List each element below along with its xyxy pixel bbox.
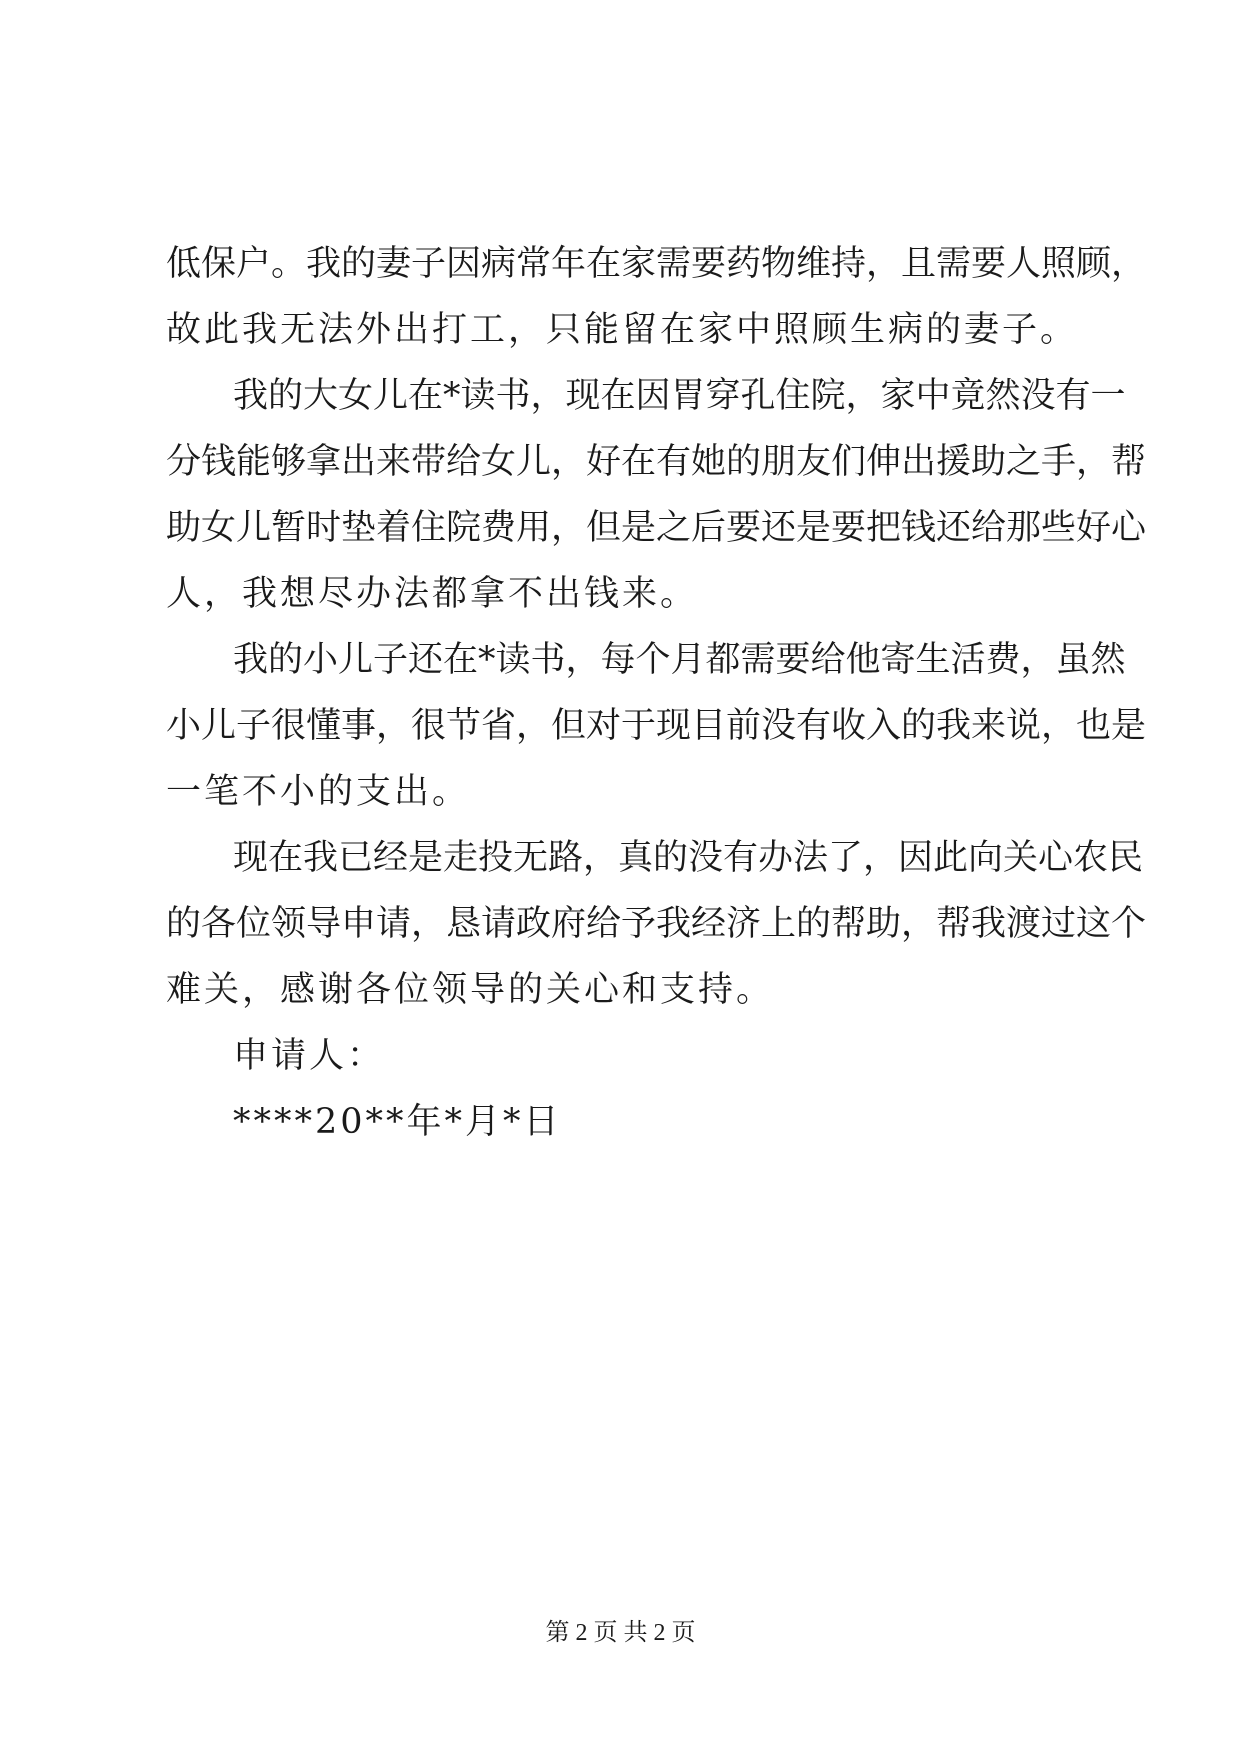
text-line: 低保户。我的妻子因病常年在家需要药物维持，且需要人照顾， bbox=[166, 244, 1147, 284]
page-number: 第 2 页 共 2 页 bbox=[545, 1620, 696, 1646]
paragraph-start-line: 我的小儿子还在*读书，每个月都需要给他寄生活费，虽然 bbox=[233, 640, 1126, 680]
text-line: 故此我无法外出打工，只能留在家中照顾生病的妻子。 bbox=[166, 310, 1079, 350]
text-line: 分钱能够拿出来带给女儿，好在有她的朋友们伸出援助之手，帮 bbox=[166, 442, 1147, 482]
paragraph-start-line: 我的大女儿在*读书，现在因胃穿孔住院，家中竟然没有一 bbox=[233, 376, 1126, 416]
text-line: 一笔不小的支出。 bbox=[166, 772, 471, 812]
text-line: 的各位领导申请，恳请政府给予我经济上的帮助，帮我渡过这个 bbox=[166, 904, 1147, 944]
letter-body bbox=[166, 231, 1147, 1155]
applicant-label: 申请人： bbox=[233, 1036, 386, 1076]
text-line: 小儿子很懂事，很节省，但对于现目前没有收入的我来说，也是 bbox=[166, 706, 1147, 746]
text-line: 难关，感谢各位领导的关心和支持。 bbox=[166, 970, 775, 1010]
paragraph-start-line: 现在我已经是走投无路，真的没有办法了，因此向关心农民 bbox=[233, 838, 1144, 878]
text-line: 助女儿暂时垫着住院费用，但是之后要还是要把钱还给那些好心 bbox=[166, 508, 1147, 548]
text-line: 人，我想尽办法都拿不出钱来。 bbox=[166, 574, 699, 614]
signature-date: ****20**年*月*日 bbox=[233, 1102, 562, 1142]
